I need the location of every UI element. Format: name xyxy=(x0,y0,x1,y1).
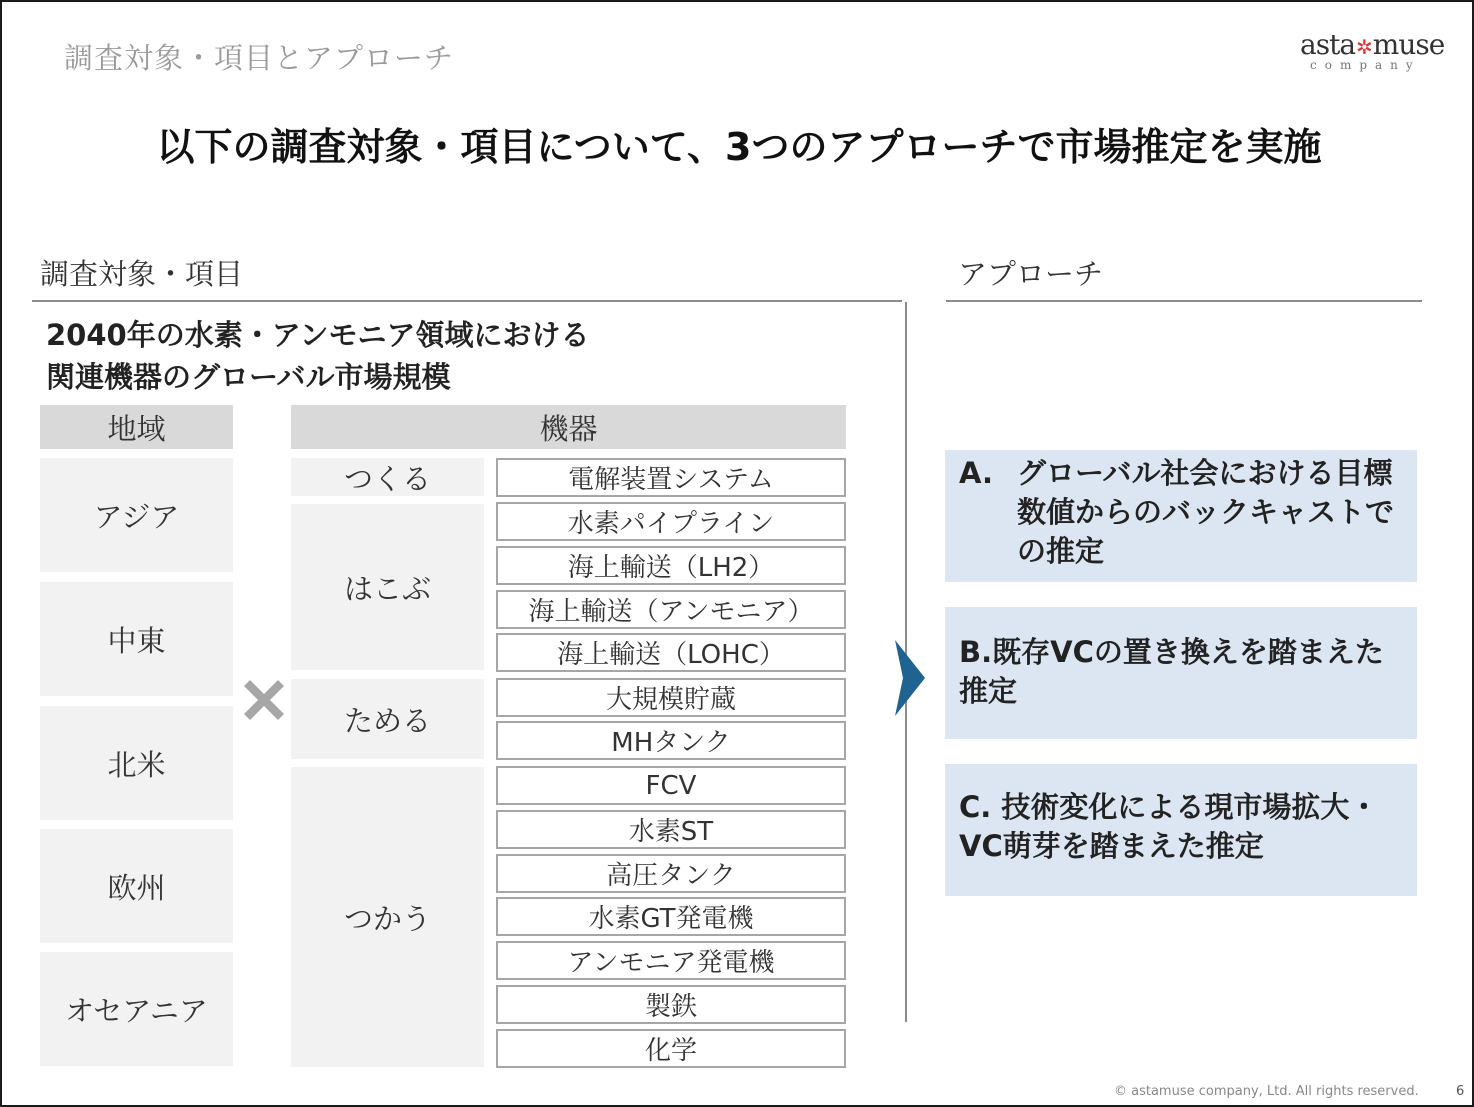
copyright: © astamuse company, Ltd. All rights reserved. xyxy=(1114,1084,1419,1099)
item-shipping-ammonia: 海上輸送（アンモニア） xyxy=(496,590,846,629)
approach-a-letter: A. xyxy=(959,456,993,490)
headline: 以下の調査対象・項目について、3つのアプローチで市場推定を実施 xyxy=(156,125,1322,169)
region-europe: 欧州 xyxy=(40,829,233,943)
region-north-america: 北米 xyxy=(40,706,233,820)
scope-subtitle: 2040年の水素・アンモニア領域における 関連機器のグローバル市場規模 xyxy=(46,318,590,394)
approach-b-text: B.既存VCの置き換えを踏まえた推定 xyxy=(959,635,1384,708)
item-hydrogen-pipeline: 水素パイプライン xyxy=(496,502,846,541)
item-mh-tank: MHタンク xyxy=(496,721,846,760)
category-use: つかう xyxy=(291,767,484,1067)
region-middle-east: 中東 xyxy=(40,582,233,696)
category-make: つくる xyxy=(291,458,484,496)
page-number: 6 xyxy=(1456,1084,1465,1099)
region-oceania: オセアニア xyxy=(40,952,233,1066)
item-ammonia-generator: アンモニア発電機 xyxy=(496,941,846,980)
equipment-header: 機器 xyxy=(291,405,846,449)
item-high-pressure-tank: 高圧タンク xyxy=(496,854,846,893)
region-asia: アジア xyxy=(40,458,233,572)
item-fcv: FCV xyxy=(496,766,846,805)
astamuse-logo: asta✲muse company xyxy=(1300,28,1445,72)
approach-c-box xyxy=(945,764,1417,896)
approach-a-box xyxy=(945,450,1417,582)
approach-b-box xyxy=(945,607,1417,739)
multiply-icon xyxy=(240,676,288,724)
item-chemical: 化学 xyxy=(496,1029,846,1068)
approach-c-text: C. 技術変化による現市場拡大・VC萌芽を踏まえた推定 xyxy=(959,790,1379,863)
item-hydrogen-gt-generator: 水素GT発電機 xyxy=(496,897,846,936)
item-shipping-lohc: 海上輸送（LOHC） xyxy=(496,633,846,672)
left-divider xyxy=(32,300,902,302)
right-section-title: アプローチ xyxy=(958,257,1104,291)
right-divider xyxy=(946,300,1422,302)
category-store: ためる xyxy=(291,679,484,759)
arrow-right-icon xyxy=(895,640,925,716)
left-section-title: 調査対象・項目 xyxy=(40,257,244,291)
category-transport: はこぶ xyxy=(291,504,484,670)
breadcrumb: 調査対象・項目とアプローチ xyxy=(64,41,455,75)
item-large-storage: 大規模貯蔵 xyxy=(496,678,846,717)
item-steelmaking: 製鉄 xyxy=(496,985,846,1024)
region-header: 地域 xyxy=(40,405,233,449)
approach-a-text: グローバル社会における目標数値からのバックキャストでの推定 xyxy=(1017,456,1395,568)
item-shipping-lh2: 海上輸送（LH2） xyxy=(496,546,846,585)
item-electrolyzer: 電解装置システム xyxy=(496,458,846,497)
item-hydrogen-station: 水素ST xyxy=(496,810,846,849)
